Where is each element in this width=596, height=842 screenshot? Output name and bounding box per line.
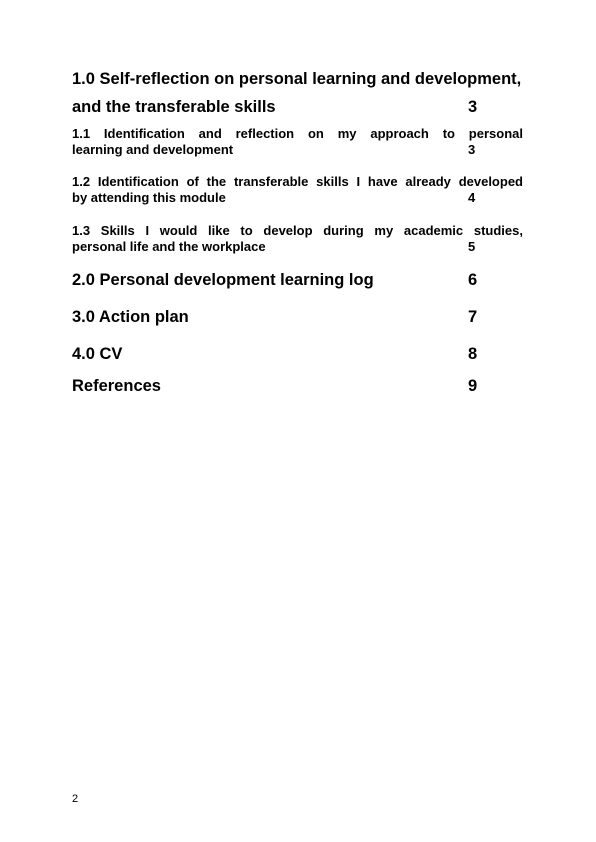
toc-entry-title-line1 xyxy=(72,345,523,364)
toc-entry-learning-log[interactable] xyxy=(72,271,523,290)
toc-entry-title-line2 xyxy=(72,190,523,206)
toc-entry-title-line2 xyxy=(72,142,523,158)
toc-entry-title-line1: 1.0 Self-reflection on personal learning and development, xyxy=(72,70,522,88)
toc-entry-title-text: 4.0 CV xyxy=(72,345,123,363)
toc-entry-title-text: and the transferable skills xyxy=(72,98,276,116)
toc-entry-action-plan[interactable] xyxy=(72,308,523,327)
toc-entry-title-line1: 1.2 Identification of the transferable skills I have already developed xyxy=(72,174,523,189)
toc-entry-transferable-skills[interactable] xyxy=(72,174,523,206)
toc-page-number: 6 xyxy=(468,271,478,289)
toc-entry-approach[interactable] xyxy=(72,126,523,158)
toc-entry-title-line2 xyxy=(72,239,523,255)
toc-entry-title-line1 xyxy=(72,377,523,396)
toc-entry-title-text: by attending this module xyxy=(72,190,226,205)
toc-entry-skills-to-develop[interactable] xyxy=(72,223,523,255)
toc-entry-title-line1 xyxy=(72,271,523,290)
toc-page-number: 8 xyxy=(468,345,478,363)
toc-entry-title-line2 xyxy=(72,98,523,117)
toc-entry-title-line1: 1.1 Identification and reflection on my approach to personal xyxy=(72,126,523,141)
toc-page-number: 3 xyxy=(468,98,478,116)
toc-entry-title-text: learning and development xyxy=(72,142,234,157)
toc-page-number: 7 xyxy=(468,308,478,326)
toc-page-number: 5 xyxy=(468,239,476,254)
toc-entry-cv[interactable] xyxy=(72,345,523,364)
page-number: 2 xyxy=(72,793,79,805)
toc-page-number: 4 xyxy=(468,190,476,205)
toc-entry-title-text: personal life and the workplace xyxy=(72,239,266,254)
toc-entry-title-text: 3.0 Action plan xyxy=(72,308,189,326)
toc-page-number: 9 xyxy=(468,377,478,395)
toc-page-number: 3 xyxy=(468,142,476,157)
toc-entry-title-line1 xyxy=(72,308,523,327)
toc-entry-title-text: 2.0 Personal development learning log xyxy=(72,271,374,289)
toc-entry-title-text: References xyxy=(72,377,161,395)
toc-entry-title-line1: 1.3 Skills I would like to develop during my academic studies, xyxy=(72,223,523,238)
toc-entry-references[interactable] xyxy=(72,377,523,396)
